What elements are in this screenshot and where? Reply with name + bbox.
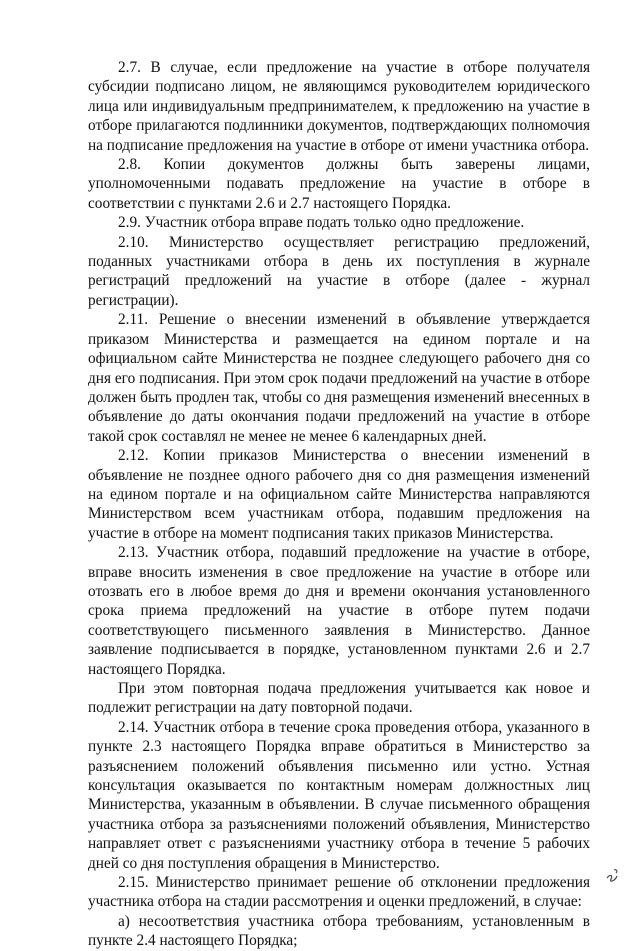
paragraph-2-9: 2.9. Участник отбора вправе подать только одно предложение. [118,214,525,232]
paragraph-2-7: 2.7. В случае, если предложение на участие в отборе получателя субсидии подписано лицом, не являющимся руководителем юридического лица или индивидуальным предпринимателем, к предложению на участие в отборе прилагаются подлинники документов, подтверждающих полномочия на подписание предложения на участие в отборе от имени участника отбора. [88,59,590,154]
handwritten-initials-mark [604,864,622,886]
paragraph-2-15-a: а) несоответствия участника отбора требованиям, установленным в пункте 2.4 настоящего Порядка; [88,912,590,950]
paragraph-2-8: 2.8. Копии документов должны быть заверены лицами, уполномоченными подавать предложение на участие в отборе в соответствии с пунктами 2.6 и 2.7 настоящего Порядка. [88,156,590,212]
paragraph-2-15: 2.15. Министерство принимает решение об отклонении предложения участника отбора на стадии рассмотрения и оценки предложений, в случае: [88,874,590,911]
document-body [88,58,590,951]
paragraph-2-12: 2.12. Копии приказов Министерства о внесении изменений в объявление не позднее одного рабочего дня со дня размещения изменений на едином портале и на официальном сайте Министерства направляются Министерством всем участникам отбора, подавшим предложения на участие в отборе на момент подписания таких приказов Министерства. [88,447,590,542]
paragraph-2-14: 2.14. Участник отбора в течение срока проведения отбора, указанного в пункте 2.3 настоящего Порядка вправе обратиться в Министерство за разъяснением положений объявления письменно или устно. Устная консультация оказывается по контактным номерам должностных лиц Министерства, указанным в объявлении. В случае письменного обращения участника отбора за разъяснениями положений объявления, Министерство направляет ответ с разъяснениями участнику отбора в течение 5 рабочих дней со дня поступления обращения в Министерство. [88,718,590,872]
paragraph-2-13-note: При этом повторная подача предложения учитывается как новое и подлежит регистрации на дату повторной подачи. [88,680,590,717]
paragraph-2-11: 2.11. Решение о внесении изменений в объявление утверждается приказом Министерства и размещается на едином портале и на официальном сайте Министерства не позднее следующего рабочего дня со дня его подписания. При этом срок подачи предложений на участие в отборе должен быть продлен так, чтобы со дня размещения изменений внесенных в объявление до даты окончания подачи предложений на участие в отборе такой срок составлял не менее не менее 6 календарных дней. [88,311,590,445]
paragraph-2-10: 2.10. Министерство осуществляет регистрацию предложений, поданных участниками отбора в день их поступления в журнале регистраций предложений на участие в отборе (далее - журнал регистрации). [88,233,590,309]
paragraph-2-13: 2.13. Участник отбора, подавший предложение на участие в отборе, вправе вносить изменения в свое предложение на участие в отборе или отозвать его в любое время до дня и времени окончания установленного срока приема предложений на участие в отборе путем подачи соответствующего письменного заявления в Министерство. Данное заявление подписывается в порядке, установленном пунктами 2.6 и 2.7 настоящего Порядка. [88,544,590,678]
